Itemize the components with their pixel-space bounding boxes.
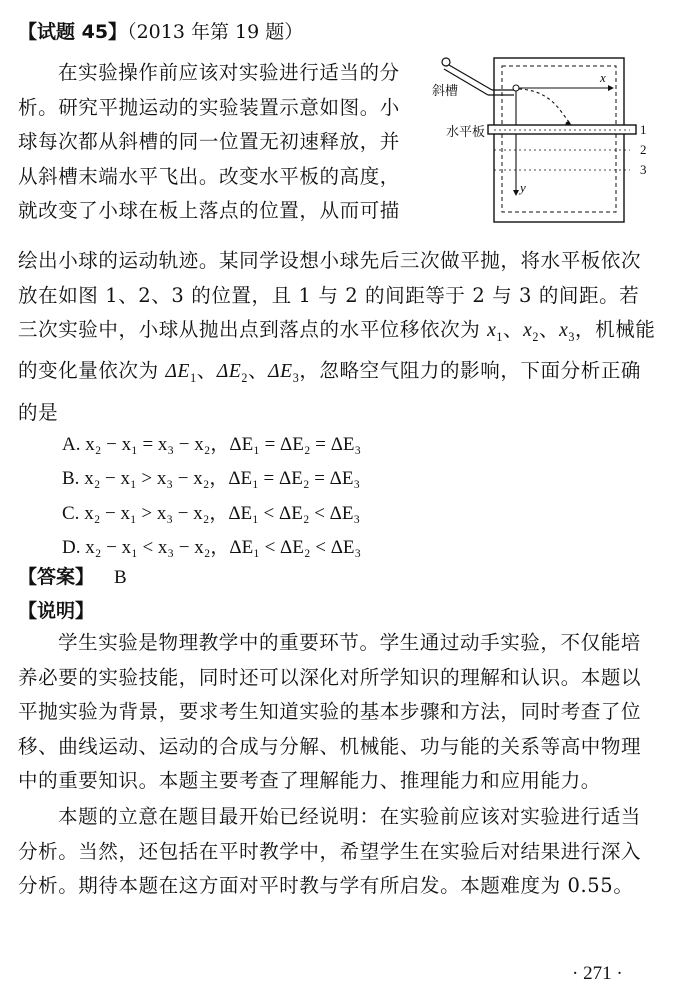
trajectory-curve: [519, 89, 571, 125]
sep-3: 、: [196, 359, 217, 383]
question-stem-bottom: [18, 244, 658, 430]
x-axis-arrow-icon: [608, 85, 614, 91]
sep-4: 、: [248, 359, 269, 383]
question-source: （2013 年第 19 题）: [127, 21, 304, 43]
var-x1-sub: 1: [496, 329, 504, 344]
option-c-label: C.: [62, 502, 85, 524]
option-d: [62, 531, 361, 565]
option-c-expr: x₂ − x₁ > x₃ − x₂，ΔE₁ < ΔE₂ < ΔE₃: [84, 502, 361, 524]
x-axis-label: x: [600, 70, 606, 85]
answer-label: 【答案】: [18, 566, 95, 588]
level-label-2: 2: [640, 142, 647, 157]
stem-text-2: ，机械能的变化量依次为: [18, 318, 656, 383]
answer-options: [62, 428, 361, 565]
var-x2: x: [523, 320, 533, 341]
stem-text-1: 绘出小球的运动轨迹。某同学设想小球先后三次做平抛，将水平板依次放在如图 1、2、3 的位置，且 1 与 2 的间距等于 2 与 3 的间距。若三次实验中，小球从抛出点到落点的水平位移依次为: [18, 249, 642, 341]
sep-1: 、: [503, 318, 524, 341]
var-x3: x: [559, 320, 569, 341]
y-axis-label: y: [520, 180, 526, 195]
option-d-label: D.: [62, 536, 86, 558]
apparatus-figure: [430, 52, 660, 232]
question-header: [18, 18, 303, 46]
level-label-3: 3: [640, 162, 647, 177]
page-number: · 271 ·: [572, 963, 623, 984]
var-e2: ΔE: [216, 361, 242, 383]
option-a-label: A.: [62, 434, 86, 455]
explanation-paragraph-2: 本题的立意在题目最开始已经说明：在实验前应该对实验进行适当分析。当然，还包括在平时教学中，希望学生在实验后对结果进行深入分析。期待本题在这方面对平时教与学有所启发。本题难度为 0.55。: [18, 805, 642, 897]
option-b-expr: x₂ − x₁ > x₃ − x₂，ΔE₁ = ΔE₂ = ΔE₃: [84, 468, 361, 490]
explanation-heading: [18, 596, 94, 626]
question-number: 【试题 45】: [18, 21, 128, 43]
ball-icon: [513, 85, 519, 91]
sep-2: 、: [539, 318, 560, 341]
answer-value: B: [114, 567, 127, 588]
y-axis-arrow-icon: [513, 190, 519, 196]
answer-line: [18, 562, 127, 593]
question-stem-top: 在实验操作前应该对实验进行适当的分析。研究平抛运动的实验装置示意如图。小球每次都从斜槽的同一位置无初速释放，并从斜槽末端水平飞出。改变水平板的高度，就改变了小球在板上落点的位置，从而可描: [18, 61, 400, 222]
option-c: [62, 497, 361, 531]
var-e1-sub: 1: [190, 371, 197, 386]
level-label-1: 1: [640, 122, 647, 137]
var-e3-sub: 3: [292, 371, 300, 386]
slope-label: 斜槽: [432, 84, 459, 99]
var-x1: x: [487, 320, 497, 341]
explanation-label: 【说明】: [18, 600, 95, 622]
stem-text-3: ，忽略空气阻力的影响，下面分析正确的是: [18, 359, 642, 424]
explanation-paragraph-1: 学生实验是物理教学中的重要环节。学生通过动手实验，不仅能培养必要的实验技能，同时还可以深化对所学知识的理解和认识。本题以平抛实验为背景，要求考生知道实验的基本步骤和方法，同时考查了位移、曲线运动、运动的合成与分解、机械能、功与能的关系等高中物理中的重要知识。本题主要考查了理解能力、推理能力和应用能力。: [18, 631, 642, 792]
option-a: [62, 428, 361, 462]
var-x3-sub: 3: [568, 329, 576, 344]
var-x2-sub: 2: [532, 329, 540, 344]
horizontal-board: [488, 125, 636, 134]
option-a-expr: x₂ − x₁ = x₃ − x₂，ΔE₁ = ΔE₂ = ΔE₃: [85, 434, 362, 455]
var-e2-sub: 2: [241, 371, 249, 386]
apparatus-diagram: [430, 52, 660, 232]
ball-start-icon: [442, 58, 450, 66]
var-e3: ΔE: [268, 361, 293, 383]
var-e1: ΔE: [165, 361, 191, 383]
option-d-expr: x₂ − x₁ < x₃ − x₂，ΔE₁ < ΔE₂ < ΔE₃: [85, 536, 362, 558]
option-b: [62, 462, 361, 496]
option-b-label: B.: [62, 468, 85, 490]
board-label: 水平板: [446, 125, 486, 140]
